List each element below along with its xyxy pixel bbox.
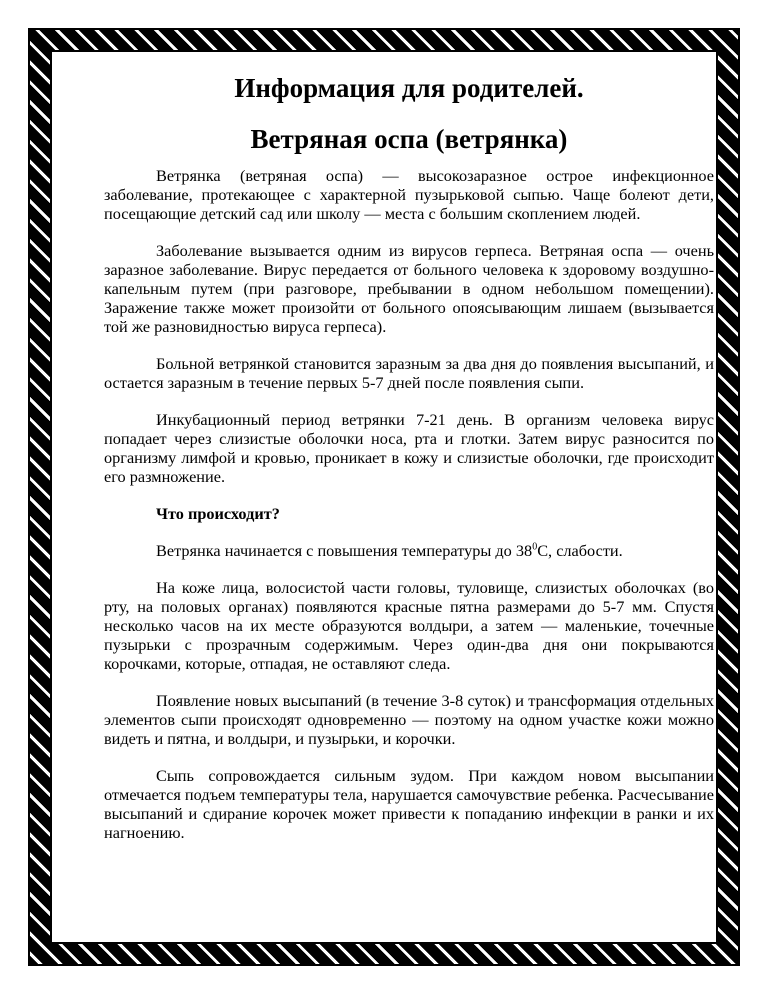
- onset-text-end: С, слабости.: [537, 541, 623, 560]
- section-heading: Что происходит?: [156, 504, 280, 523]
- onset-text: Ветрянка начинается с повышения температуры до 38: [156, 541, 533, 560]
- paragraph-contagious-period: Больной ветрянкой становится заразным за два дня до появления высыпаний, и остается заразным в течение первых 5-7 дней после появления сыпи.: [104, 354, 714, 392]
- page-title: Информация для родителей.: [234, 73, 584, 103]
- paragraph-incubation: Инкубационный период ветрянки 7-21 день. В организм человека вирус попадает через слизистые оболочки носа, рта и глотки. Затем вирус разносится по организму лимфой и кровью, проникает в кожу и слизистые оболочки, где происходит его размножение.: [104, 410, 714, 486]
- document-page: [104, 58, 714, 938]
- paragraph-onset: [104, 541, 714, 560]
- paragraph-rash: На коже лица, волосистой части головы, туловище, слизистых оболочках (во рту, на половых органах) появляются красные пятна размерами до 5-7 мм. Спустя несколько часов на их месте образуются волдыри, а затем — маленькие, точечные пузырьки с прозрачным содержимым. Через один-два дня они покрываются корочками, которые, отпадая, не оставляют следа.: [104, 578, 714, 673]
- page-subtitle: Ветряная оспа (ветрянка): [250, 124, 568, 154]
- paragraph-new-rash: Появление новых высыпаний (в течение 3-8 суток) и трансформация отдельных элементов сыпи происходят одновременно — поэтому на одном участке кожи можно видеть и пятна, и волдыри, и пузырьки, и корочки.: [104, 691, 714, 748]
- paragraph-intro: Ветрянка (ветряная оспа) — высокозаразное острое инфекционное заболевание, протекающее с характерной пузырьковой сыпью. Чаще болеют дети, посещающие детский сад или школу — места с большим скоплением людей.: [104, 166, 714, 223]
- paragraph-itching: Сыпь сопровождается сильным зудом. При каждом новом высыпании отмечается подъем температуры тела, нарушается самочувствие ребенка. Расчесывание высыпаний и сдирание корочек может привести к попаданию инфекции в ранки и их нагноению.: [104, 766, 714, 842]
- paragraph-cause: Заболевание вызывается одним из вирусов герпеса. Ветряная оспа — очень заразное заболевание. Вирус передается от больного человека к здоровому воздушно-капельным путем (при разговоре, пребывании в одном небольшом помещении). Заражение также может произойти от больного опоясывающим лишаем (вызывается той же разновидностью вируса герпеса).: [104, 241, 714, 336]
- degree-superscript: 0: [532, 541, 538, 553]
